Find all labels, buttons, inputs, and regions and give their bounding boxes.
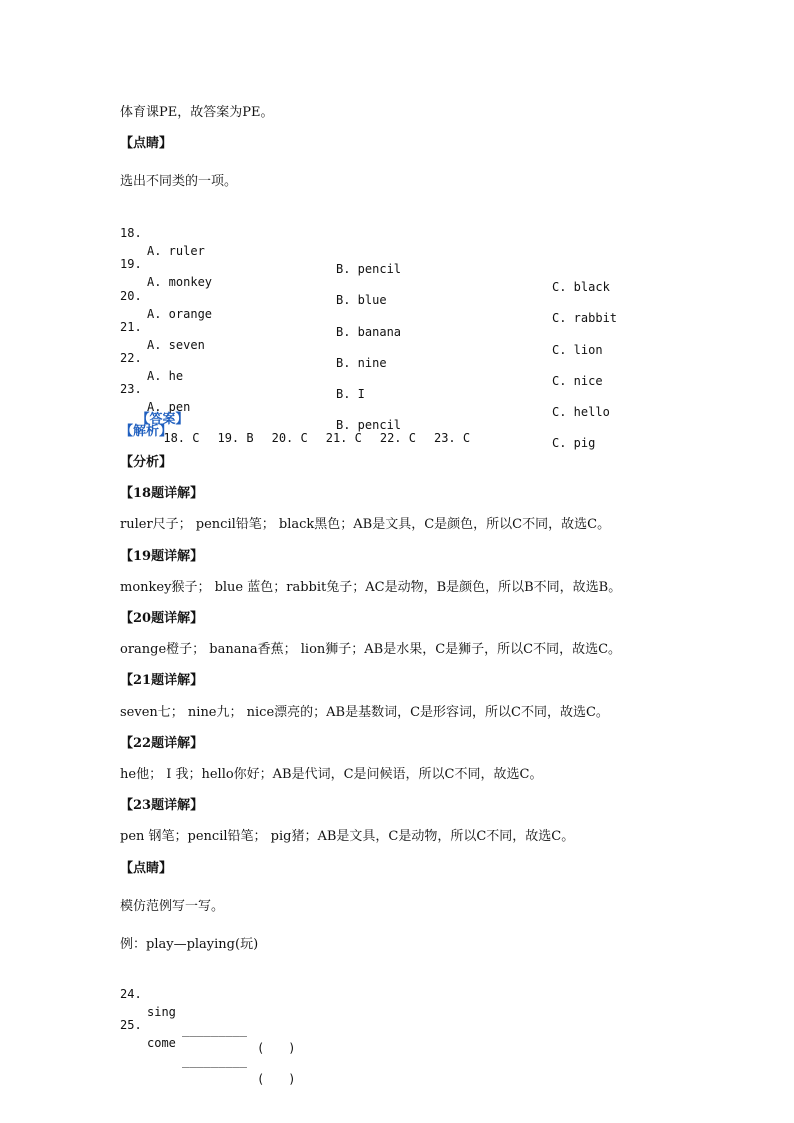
answer-label: 【答案】 bbox=[136, 412, 189, 427]
answer-item: 19. B bbox=[217, 431, 254, 445]
option-c: C. pig bbox=[552, 436, 596, 450]
detail-text: monkey猴子； blue 蓝色；rabbit兔子；AC是动物，B是颜色，所以B不同，故选B。 bbox=[120, 580, 622, 595]
option-b: B. nine bbox=[336, 356, 387, 370]
option-c: C. black bbox=[552, 280, 610, 294]
option-a: A. monkey bbox=[147, 275, 213, 289]
question-number: 22. bbox=[120, 351, 142, 365]
answer-line bbox=[120, 392, 488, 466]
detail-heading: 【18题详解】 bbox=[120, 486, 204, 501]
fill-word: sing bbox=[147, 1005, 176, 1019]
answer-item: 23. C bbox=[433, 431, 471, 445]
option-c: C. rabbit bbox=[552, 311, 618, 325]
question-number: 23. bbox=[120, 382, 142, 396]
detail-text: seven七； nine九； nice漂亮的；AB是基数词，C是形容词，所以C不同，故选C。 bbox=[120, 705, 609, 720]
question-number: 20. bbox=[120, 289, 142, 303]
question-number: 19. bbox=[120, 257, 142, 271]
detail-text: pen 钢笔；pencil铅笔； pig猪；AB是文具，C是动物，所以C不同，故选C。 bbox=[120, 829, 575, 844]
fill-item bbox=[120, 998, 420, 1086]
answer-item: 18. C bbox=[163, 431, 200, 445]
detail-text: he他； I 我；hello你好；AB是代词，C是问候语，所以C不同，故选C。 bbox=[120, 767, 543, 782]
option-b: B. pencil bbox=[336, 418, 402, 432]
option-b: B. pencil bbox=[336, 262, 402, 276]
dianjing-heading-1: 【点睛】 bbox=[120, 136, 173, 151]
fill-paren[interactable]: ( ) bbox=[257, 1041, 296, 1055]
option-b: B. blue bbox=[336, 293, 387, 307]
fill-paren[interactable]: ( ) bbox=[257, 1072, 296, 1086]
jiexi-label: 【解析】 bbox=[120, 424, 173, 439]
detail-text: orange橙子； banana香蕉； lion狮子；AB是水果，C是狮子，所以C不同，故选C。 bbox=[120, 642, 622, 657]
question-number: 21. bbox=[120, 320, 142, 334]
option-a: A. ruler bbox=[147, 244, 205, 258]
detail-heading: 【19题详解】 bbox=[120, 549, 204, 564]
fenxi-label: 【分析】 bbox=[120, 455, 173, 470]
fill-number: 25. bbox=[120, 1018, 142, 1032]
detail-heading: 【22题详解】 bbox=[120, 736, 204, 751]
answer-item: 21. C bbox=[325, 431, 362, 445]
fill-word: come bbox=[147, 1036, 176, 1050]
fill-blank[interactable]: _________ bbox=[182, 1023, 248, 1037]
fill-blank[interactable]: _________ bbox=[182, 1054, 248, 1068]
intro-line: 体育课PE，故答案为PE。 bbox=[120, 105, 274, 120]
option-c: C. nice bbox=[552, 374, 603, 388]
section2-title: 模仿范例写一写。 bbox=[120, 899, 225, 914]
section-title: 选出不同类的一项。 bbox=[120, 174, 238, 189]
option-a: A. orange bbox=[147, 307, 213, 321]
fill-number: 24. bbox=[120, 987, 142, 1001]
option-a: A. pen bbox=[147, 400, 191, 414]
answer-item: 22. C bbox=[379, 431, 416, 445]
example-line: 例：play—playing(玩) bbox=[120, 937, 259, 952]
detail-text: ruler尺子； pencil铅笔； black黑色；AB是文具，C是颜色，所以C不同，故选C。 bbox=[120, 517, 611, 532]
option-b: B. I bbox=[336, 387, 365, 401]
detail-heading: 【21题详解】 bbox=[120, 673, 204, 688]
option-b: B. banana bbox=[336, 325, 402, 339]
option-a: A. seven bbox=[147, 338, 205, 352]
detail-heading: 【23题详解】 bbox=[120, 798, 204, 813]
dianjing-heading-2: 【点睛】 bbox=[120, 861, 173, 876]
detail-heading: 【20题详解】 bbox=[120, 611, 204, 626]
option-a: A. he bbox=[147, 369, 184, 383]
option-c: C. hello bbox=[552, 405, 610, 419]
answer-item: 20. C bbox=[271, 431, 308, 445]
question-number: 18. bbox=[120, 226, 142, 240]
option-c: C. lion bbox=[552, 343, 603, 357]
